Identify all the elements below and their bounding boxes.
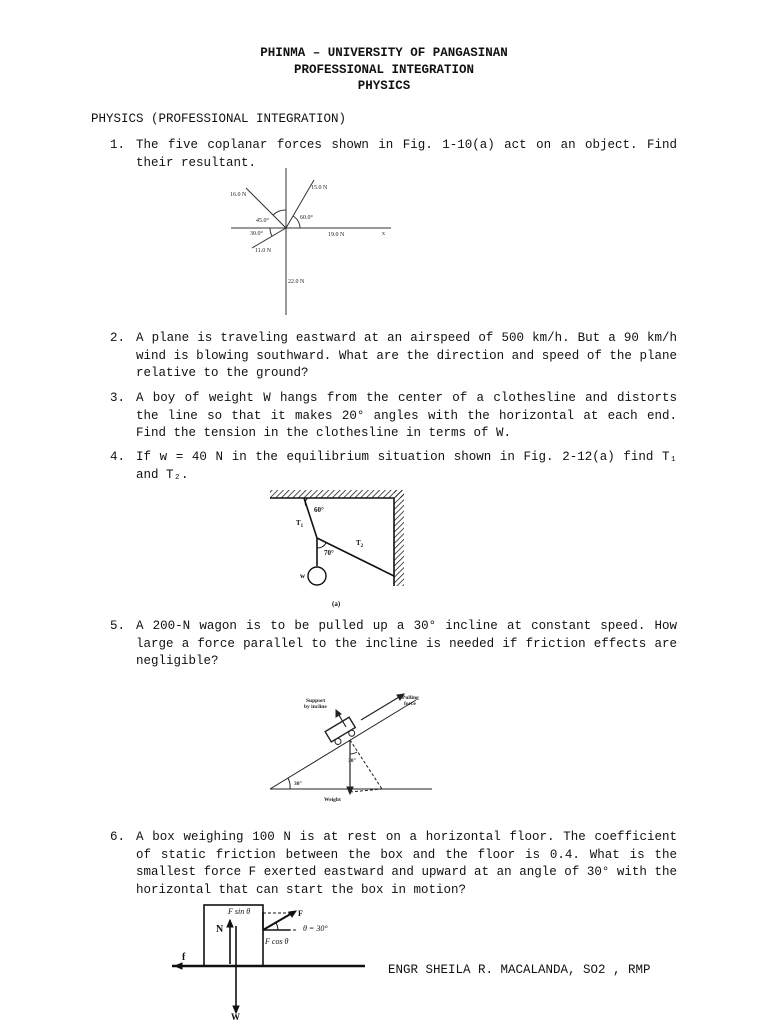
question-text: The five coplanar forces shown in Fig. 1-10(a) act on an object. Find their resultant. [136,138,677,170]
section-title: PHYSICS (PROFESSIONAL INTEGRATION) [91,112,347,126]
question-number: 5. [110,619,126,633]
label-19N: 19.0 N [328,232,345,238]
question-number: 3. [110,391,126,405]
question-text: A 200-N wagon is to be pulled up a 30° incline at constant speed. How large a force parallel to the incline is needed if friction effects are negligible? [136,619,677,668]
rope-T1 [304,498,317,538]
header-line-2: PROFESSIONAL INTEGRATION [293,63,475,77]
arc-30 [270,228,272,236]
arc-60 [293,216,300,228]
label-30-base: 30° [294,781,302,787]
label-45deg: 45.0° [256,218,269,224]
question-text: A plane is traveling eastward at an airspeed of 500 km/h. But a 90 km/h wind is blowing southward. What are the direction and speed of the plane relative to the ground? [136,331,677,380]
label-T2: $T_2$ [356,539,364,549]
question-text: If w = 40 N in the equilibrium situation shown in Fig. 2-12(a) find T₁ and T₂. [136,450,677,482]
label-Fsin: F sin θ [228,907,251,916]
label-pulling-2: force [404,701,416,707]
wagon [325,717,358,747]
label-pulling: Pulling [402,695,419,701]
figure-caption: (a) [332,600,341,608]
label-T1: $T_1$ [296,519,304,529]
label-30deg: 30.0° [250,231,263,237]
question-5 [110,618,677,671]
label-Fcos: F cos θ [265,937,289,946]
label-15N: 15.0 N [311,185,328,191]
ceiling-hatch [270,490,404,498]
question-2 [110,330,677,383]
label-N: N [216,924,224,935]
label-11N: 11.0 N [255,248,272,254]
question-number: 6. [110,830,126,844]
pulling-force-arrow [361,694,404,720]
label-22N: 22.0 N [288,279,305,285]
label-60: 60° [314,506,324,514]
label-support-2: by incline [304,704,327,710]
label-support: Support [306,698,326,704]
label-f: f [182,952,186,963]
question-6 [110,829,677,899]
label-F: F [298,909,303,918]
question-text: A box weighing 100 N is at rest on a horizontal floor. The coefficient of static friction between the box and the floor is 0.4. What is the smallest force F exerted eastward and upward at an angle of 30° with the horizontal that can start the box in motion? [136,830,677,897]
wall-hatch [394,490,404,586]
weight-circle [308,567,326,585]
label-w: w [300,572,306,580]
header-line-3: PHYSICS [357,79,411,93]
box-force-figure [170,900,365,1022]
coplanar-forces-figure [226,160,396,325]
header-line-1: PHINMA – UNIVERSITY OF PANGASINAN [260,46,508,60]
label-x: x [382,231,385,237]
label-theta: θ = 30° [303,924,328,933]
label-16N: 16.0 N [230,192,247,198]
question-text: A boy of weight W hangs from the center of a clothesline and distorts the line so that it makes 20° angles with the horizontal at each end. Find the tension in the clothesline in terms of W. [136,391,677,440]
label-weight: Weight [324,797,341,803]
question-number: 2. [110,331,126,345]
label-30-weight: 30° [348,758,356,764]
arc-45 [273,210,286,215]
label-70: 70° [324,549,334,557]
incline-figure [266,682,436,812]
F-arrow [263,912,294,930]
equilibrium-figure [268,488,413,612]
incline-line [270,700,416,789]
question-3 [110,390,677,443]
label-W: W [231,1012,240,1022]
question-4 [110,449,677,484]
label-60deg: 60.0° [300,215,313,221]
question-number: 1. [110,138,126,152]
question-number: 4. [110,450,126,464]
author-footer: ENGR SHEILA R. MACALANDA, SO2 , RMP [388,963,651,977]
